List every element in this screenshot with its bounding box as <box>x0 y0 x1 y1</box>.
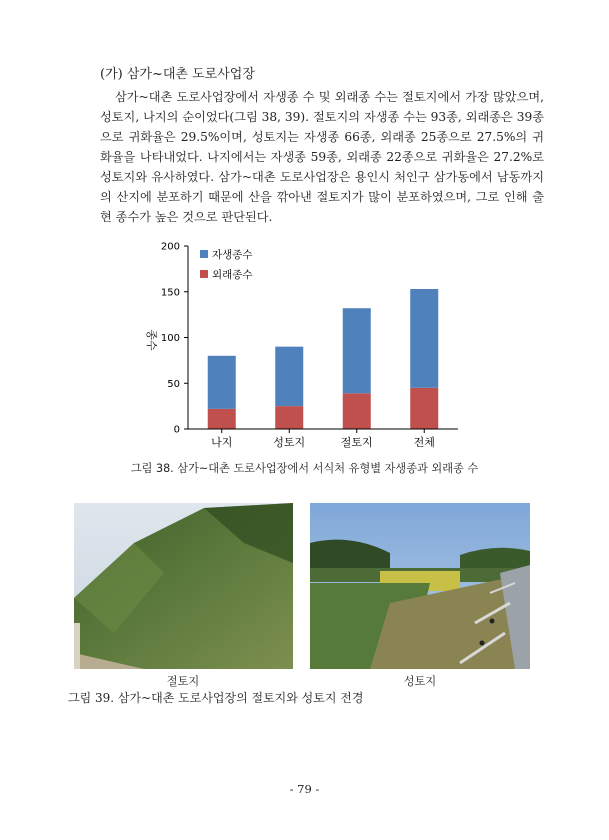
legend-swatch <box>200 250 208 258</box>
y-axis-label: 종수 <box>145 329 158 351</box>
fill-slope-photo <box>310 503 530 669</box>
bar-alien-2 <box>343 393 371 429</box>
y-tick-label: 0 <box>173 424 180 436</box>
y-tick-label: 200 <box>160 241 180 253</box>
y-tick-label: 150 <box>160 287 180 299</box>
bar-alien-0 <box>208 409 236 429</box>
bar-native-1 <box>275 347 303 406</box>
page-number: - 79 - <box>289 782 320 796</box>
legend <box>200 248 253 281</box>
y-tick-label: 50 <box>167 378 180 390</box>
section-paragraph: 삼가~대촌 도로사업장에서 자생종 수 및 외래종 수는 절토지에서 가장 많았으며, 성토지, 나지의 순이었다(그림 38, 39). 절토지의 자생종 수는 93종, 외래종은 39종으로 귀화율은 29.5%이며, 성토지는 자생종 66종, 외래종 25종으로 27.5%의 귀화율을 나타내었다. 나지에서는 자생종 59종, 외래종 22종으로 귀화율은 27.2%로 성토지와 유사하였다. 삼가~대촌 도로사업장은 용인시 처인구 삼가동에서 남동까지의 산지에 분포하기 때문에 산을 깎아낸 절토지가 많이 분포하였으며, 그로 인해 출현 종수가 높은 것으로 판단된다. <box>100 90 544 224</box>
y-tick-label: 100 <box>160 333 180 344</box>
x-tick-label: 전체 <box>413 436 435 449</box>
cut-slope-label: 절토지 <box>166 675 200 688</box>
x-axis <box>188 429 458 449</box>
legend-label: 자생종수 <box>212 249 253 261</box>
bar-native-3 <box>410 289 438 388</box>
section-heading: (가) 삼가~대촌 도로사업장 <box>100 67 255 82</box>
x-tick-label: 성토지 <box>273 436 306 449</box>
bar-alien-1 <box>275 406 303 429</box>
bar-native-0 <box>208 356 236 409</box>
y-axis <box>161 242 188 436</box>
fill-slope-label: 성토지 <box>403 675 437 688</box>
bar-native-2 <box>343 308 371 393</box>
stacked-bar-chart <box>140 236 470 456</box>
x-tick-label: 절토지 <box>340 436 373 449</box>
figure39-caption: 그림 39. 삼가~대촌 도로사업장의 절토지와 성토지 전경 <box>68 691 364 705</box>
bar-alien-3 <box>410 388 438 429</box>
legend-label: 외래종수 <box>212 269 253 281</box>
cut-slope-photo <box>74 503 293 669</box>
bars <box>208 289 439 429</box>
x-tick-label: 나지 <box>211 436 233 449</box>
legend-swatch <box>200 270 208 278</box>
figure38-caption: 그림 38. 삼가~대촌 도로사업장에서 서식처 유형별 자생종과 외래종 수 <box>130 462 479 475</box>
